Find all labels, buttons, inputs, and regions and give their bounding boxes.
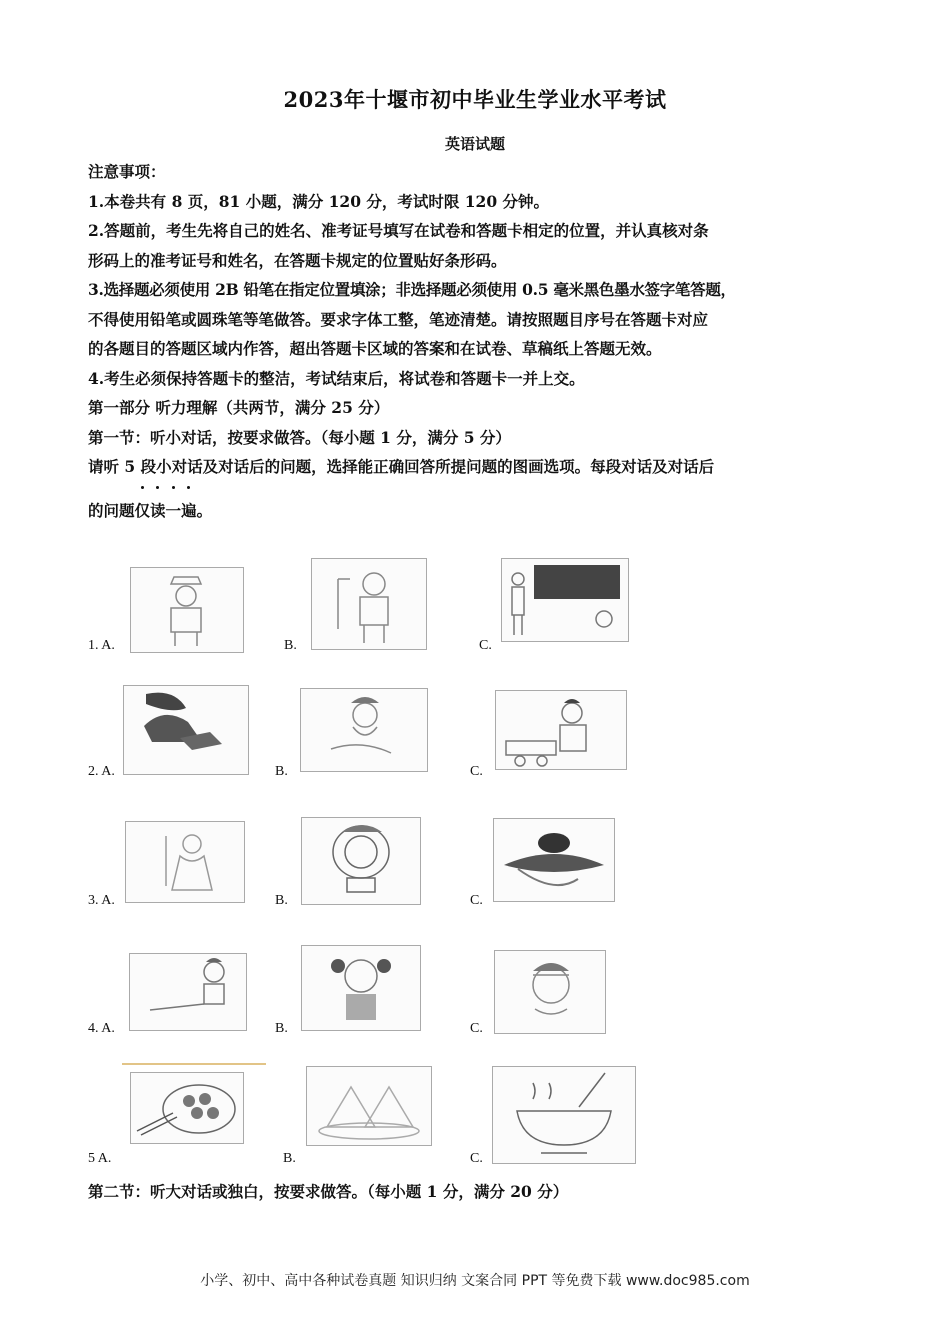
flying-saucer-icon <box>493 818 615 902</box>
emphasis-char: 遍 <box>181 496 197 526</box>
section1-instruction-line-2: 的问题 仅 读 一 遍。 <box>88 496 878 526</box>
q2-option-c: C. <box>470 764 483 779</box>
girl-with-headache-icon <box>494 950 606 1034</box>
girl-playing-erhu-icon <box>125 821 245 903</box>
zongzi-icon <box>306 1066 432 1146</box>
astronaut-icon <box>311 558 427 650</box>
q5-option-a: 5 A. <box>88 1151 112 1166</box>
boy-reading-icon <box>123 685 249 775</box>
q3-option-a: 3. A. <box>88 893 115 908</box>
teacher-at-blackboard-icon <box>501 558 629 642</box>
page-title: 2023年十堰市初中毕业生学业水平考试 <box>283 87 667 112</box>
part1-heading: 第一部分 听力理解（共两节，满分 25 分） <box>88 398 390 417</box>
girl-hurt-leg-icon <box>129 953 247 1031</box>
noodles-bowl-icon <box>492 1066 636 1164</box>
boy-cooking-icon <box>495 690 627 770</box>
q4-option-a: 4. A. <box>88 1021 115 1036</box>
page-footer: 小学、初中、高中各种试卷真题 知识归纳 文案合同 PPT 等免费下载 www.doc985.com <box>200 1273 750 1289</box>
q2-option-b: B. <box>275 764 288 779</box>
q4-option-c: C. <box>470 1021 483 1036</box>
q5-option-b: B. <box>283 1151 296 1166</box>
police-officer-icon <box>130 567 244 653</box>
note-item-2-line-1: 2.答题前，考生先将自己的姓名、准考证号填写在试卷和答题卡相定的位置，并认真核对条 <box>88 221 709 240</box>
q1-option-b: B. <box>284 638 297 653</box>
section2-heading: 第二节：听大对话或独白，按要求做答。（每小题 1 分，满分 20 分） <box>88 1182 569 1201</box>
emphasis-char: 仅 <box>135 496 151 526</box>
emphasis-char: 一 <box>166 496 182 526</box>
notes-heading: 注意事项： <box>88 162 166 181</box>
q1-option-c: C. <box>479 638 492 653</box>
note-item-3-line-1: 3.选择题必须使用 2B 铅笔在指定位置填涂；非选择题必须使用 0.5 毫米黑色墨水签字笔答题， <box>88 280 736 299</box>
q4-option-b: B. <box>275 1021 288 1036</box>
page-subtitle: 英语试题 <box>444 135 505 153</box>
girl-with-fever-icon <box>301 945 421 1031</box>
q2-option-a: 2. A. <box>88 764 115 779</box>
dumplings-plate-icon <box>130 1072 244 1144</box>
note-item-3-line-2: 不得使用铅笔或圆珠笔等笔做答。要求字体工整，笔迹清楚。请按照题目序号在答题卡对应 <box>88 309 709 329</box>
note-item-1: 1.本卷共有 8 页，81 小题，满分 120 分，考试时限 120 分钟。 <box>88 191 550 211</box>
boy-painting-icon <box>300 688 428 772</box>
note-item-2-line-2: 形码上的准考证号和姓名，在答题卡规定的位置贴好条形码。 <box>88 250 507 270</box>
girl-jumping-rope-icon <box>301 817 421 905</box>
q5-option-c: C. <box>470 1151 483 1166</box>
q1-option-a: 1. A. <box>88 638 115 653</box>
note-item-4: 4.考生必须保持答题卡的整洁，考试结束后，将试卷和答题卡一并上交。 <box>88 368 585 388</box>
decorative-rule <box>122 1063 266 1065</box>
q3-option-b: B. <box>275 893 288 908</box>
q3-option-c: C. <box>470 893 483 908</box>
emphasis-char: 读 <box>150 496 166 526</box>
instructions-block <box>88 157 878 525</box>
section1-heading: 第一节：听小对话，按要求做答。（每小题 1 分，满分 5 分） <box>88 427 511 447</box>
section1-instruction-line-1: 请听 5 段小对话及对话后的问题，选择能正确回答所提问题的图画选项。每段对话及对话后 <box>88 457 715 476</box>
note-item-3-line-3: 的各题目的答题区域内作答，超出答题卡区域的答案和在试卷、草稿纸上答题无效。 <box>88 339 662 358</box>
